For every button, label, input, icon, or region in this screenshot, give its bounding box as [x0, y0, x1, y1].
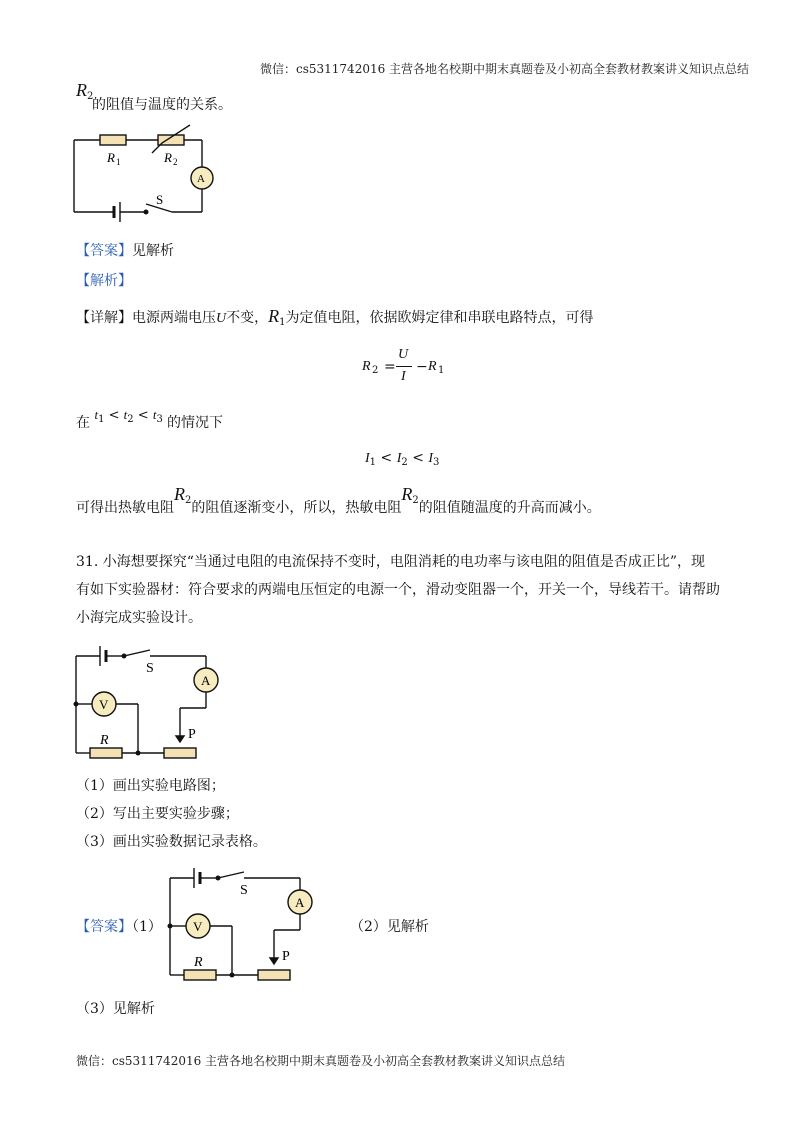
circuit-diagram-answer	[156, 862, 326, 987]
f1-minus: −	[416, 359, 428, 375]
concl-r2-a: R	[174, 484, 185, 504]
f1-lhs-sub: 2	[372, 365, 379, 376]
q31-part-1: （1）画出实验电路图；	[76, 778, 225, 794]
switch-label: S	[156, 192, 164, 207]
cond-expr	[94, 408, 167, 423]
detail-text-b: 不变，	[226, 310, 269, 326]
label-r1-sub: 1	[116, 157, 121, 167]
q30-answer	[76, 240, 174, 260]
circuit-diagram-q31	[62, 640, 232, 765]
cond-t3: t	[152, 407, 157, 422]
analysis-tag: 【解析】	[76, 273, 132, 289]
f2-i1: I	[365, 451, 370, 466]
symbol-u: U	[216, 311, 227, 326]
formula-r2	[362, 347, 462, 387]
ammeter-label: A	[197, 173, 205, 185]
f2-i3: I	[428, 451, 434, 466]
q30-detail	[76, 306, 594, 328]
f1-numerator: U	[398, 347, 409, 362]
f2-lt1: <	[380, 450, 393, 466]
label-r1: R	[107, 150, 115, 165]
q31-stem-line1: 31. 小海想要探究“当通过电阻的电流保持不变时，电阻消耗的电功率与该电阻的阻值是否成正比”，现	[76, 554, 706, 570]
voltmeter-label-2: V	[193, 919, 203, 934]
label-r2: R	[164, 150, 172, 165]
f1-denominator: I	[401, 369, 406, 384]
f2-i1-sub: 1	[369, 457, 377, 468]
ammeter-label-3: A	[295, 895, 305, 910]
q30-r2-line	[76, 80, 93, 102]
f1-r1-sub: 1	[438, 365, 445, 376]
q31-answer-tag: 【答案】	[76, 919, 132, 935]
formula-currents	[365, 450, 439, 468]
cond-t2: t	[123, 407, 128, 422]
concl-b: 的阻值逐渐变小，所以，热敏电阻	[191, 500, 402, 516]
resistor-r1	[100, 135, 126, 145]
q31-stem-line3: 小海完成实验设计。	[76, 610, 202, 626]
cond-t1: t	[94, 407, 99, 422]
switch-label-3: S	[240, 883, 248, 898]
q31-part-2: （2）写出主要实验步骤；	[76, 806, 239, 822]
f1-lhs: R	[362, 359, 371, 374]
f1-eq: =	[384, 359, 396, 375]
q31-part-3: （3）画出实验数据记录表格。	[76, 834, 267, 850]
cond-t2-sub: 2	[127, 414, 134, 425]
symbol-r1: R	[268, 306, 280, 326]
ammeter-label-2: A	[201, 673, 211, 688]
page-header: 微信：cs5311742016 主营各地名校期中期末真题卷及小初高全套教材教案讲义知识点总结	[260, 62, 750, 76]
q31-answer-p1: （1）	[132, 919, 162, 935]
resistor-r-2	[184, 970, 216, 980]
detail-text-a: 电源两端电压	[132, 310, 216, 326]
cond-t3-sub: 3	[156, 414, 163, 425]
cond-lt2: <	[137, 408, 149, 423]
fraction-bar	[396, 366, 412, 367]
answer-tag: 【答案】	[76, 243, 132, 259]
f2-lt2: <	[412, 450, 424, 466]
concl-r2-b-sub: 2	[412, 495, 419, 506]
r2-symbol: R	[76, 80, 87, 100]
f2-i2-sub: 2	[401, 457, 408, 468]
concl-r2-b: R	[401, 484, 413, 504]
slider-label: P	[188, 727, 196, 742]
cond-suffix: 的情况下	[166, 415, 223, 431]
answer-text: 见解析	[132, 243, 174, 259]
rheostat	[164, 748, 196, 758]
q31-stem	[76, 548, 720, 632]
page-footer: 微信：cs5311742016 主营各地名校期中期末真题卷及小初高全套教材教案讲义知识点总结	[76, 1054, 566, 1068]
r2-subscript: 2	[87, 91, 94, 102]
circuit-diagram-r1-r2	[60, 122, 230, 222]
detail-text-c: 为定值电阻，依据欧姆定律和串联电路特点，可得	[285, 310, 594, 326]
f2-i2: I	[396, 451, 402, 466]
q31-stem-line2: 有如下实验器材：符合要求的两端电压恒定的电源一个，滑动变阻器一个，开关一个，导线若干。请帮助	[76, 582, 720, 598]
q31-answer-label	[76, 916, 162, 936]
concl-c: 的阻值随温度的升高而减小。	[418, 500, 601, 516]
condition-line	[76, 407, 223, 433]
concl-r2-a-sub: 2	[185, 495, 192, 506]
q31-answer-p3: （3）见解析	[76, 1001, 155, 1017]
q31-parts	[76, 772, 267, 856]
cond-prefix: 在	[76, 415, 90, 431]
q31-answer-p2: （2）见解析	[350, 919, 429, 935]
resistor-r	[90, 748, 122, 758]
cond-lt1: <	[108, 408, 120, 423]
detail-tag: 【详解】	[76, 310, 132, 326]
rheostat-2	[258, 970, 290, 980]
cond-t1-sub: 1	[98, 414, 105, 425]
slider-label-2: P	[282, 949, 290, 964]
f1-r1: R	[428, 359, 437, 374]
voltmeter-label: V	[99, 697, 109, 712]
resistor-label: R	[100, 733, 109, 748]
resistor-label-2: R	[194, 955, 203, 970]
f2-i3-sub: 3	[433, 457, 440, 468]
concl-a: 可得出热敏电阻	[76, 500, 174, 516]
switch-label-2: S	[146, 661, 154, 676]
q30-tail-text: 的阻值与温度的关系。	[92, 97, 232, 113]
conclusion-line	[76, 484, 601, 526]
label-r2-sub: 2	[173, 157, 178, 167]
symbol-r1-sub: 1	[279, 317, 286, 328]
